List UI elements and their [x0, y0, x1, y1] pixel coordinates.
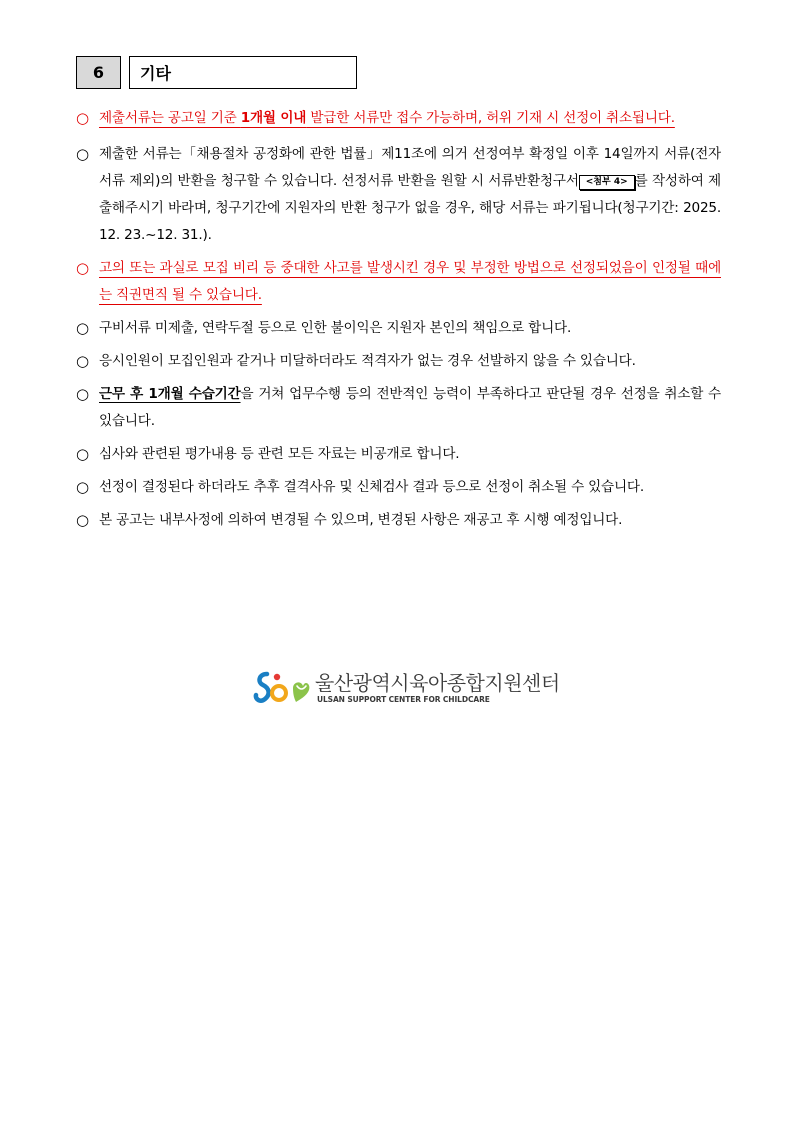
- item-text: 심사와 관련된 평가내용 등 관련 모든 자료는 비공개로 합니다.: [99, 446, 460, 462]
- item-text: 구비서류 미제출, 연락두절 등으로 인한 불이익은 지원자 본인의 책임으로 합니다.: [99, 320, 572, 336]
- circle-bullet-icon: ○: [76, 478, 89, 496]
- logo-mark-icon: [253, 668, 311, 708]
- circle-bullet-icon: ○: [76, 445, 89, 463]
- item-text: 제출서류는 공고일 기준 1개월 이내 발급한 서류만 접수 가능하며, 허위 기재 시 선정이 취소됩니다.: [99, 110, 675, 126]
- circle-bullet-icon: ○: [76, 352, 89, 370]
- item-text: 선정이 결정된다 하더라도 추후 결격사유 및 신체검사 결과 등으로 선정이 취소될 수 있습니다.: [99, 479, 644, 495]
- section-title: 기타: [129, 56, 357, 89]
- section-header: [76, 56, 357, 89]
- item-text: 제출한 서류는「채용절차 공정화에 관한 법률」제11조에 의거 선정여부 확정일 이후 14일까지 서류(전자서류 제외)의 반환을 청구할 수 있습니다. 선정서류 반환을 원할 시 서류반환청구서 <첨부 4> 를 작성하여 제출해주시기 바라며, 청구기간에 지원자의 반환 청구가 없을 경우, 해당 서류는 파기됩니다(청구기간: 2025. 12. 23.~12. 31.).: [99, 146, 721, 243]
- emphasis-text: 근무 후 1개월 수습기간: [99, 386, 241, 402]
- list-item-no-selection: [76, 348, 721, 375]
- center-logo: [253, 668, 560, 708]
- list-item-document-return: [76, 141, 721, 249]
- circle-bullet-icon: ○: [76, 511, 89, 529]
- list-item-confidential: [76, 441, 721, 468]
- logo-name-english: ULSAN SUPPORT CENTER FOR CHILDCARE: [317, 695, 490, 704]
- circle-bullet-icon: ○: [76, 319, 89, 337]
- circle-bullet-icon: ○: [76, 259, 89, 277]
- logo-text: [315, 671, 560, 705]
- circle-bullet-icon: ○: [76, 385, 89, 403]
- circle-bullet-icon: ○: [76, 145, 89, 163]
- logo-name-korean: 울산광역시육아종합지원센터: [315, 671, 560, 695]
- item-text: 본 공고는 내부사정에 의하여 변경될 수 있으며, 변경된 사항은 재공고 후 시행 예정입니다.: [99, 512, 623, 528]
- list-item-responsibility: [76, 315, 721, 342]
- list-item-probation: [76, 381, 721, 435]
- section-number: 6: [76, 56, 121, 89]
- list-item-cancellation: [76, 474, 721, 501]
- attachment-badge: <첨부 4>: [579, 175, 635, 190]
- list-item-change-notice: [76, 507, 721, 534]
- item-text: 근무 후 1개월 수습기간을 거쳐 업무수행 등의 전반적인 능력이 부족하다고 판단될 경우 선정을 취소할 수 있습니다.: [99, 386, 721, 429]
- item-text: 고의 또는 과실로 모집 비리 등 중대한 사고를 발생시킨 경우 및 부정한 방법으로 선정되었음이 인정될 때에는 직권면직 될 수 있습니다.: [99, 260, 721, 303]
- item-text: 응시인원이 모집인원과 같거나 미달하더라도 적격자가 없는 경우 선발하지 않을 수 있습니다.: [99, 353, 636, 369]
- circle-bullet-icon: ○: [76, 109, 89, 127]
- emphasis-text: 1개월 이내: [240, 110, 307, 126]
- list-item-dismissal-warning: [76, 255, 721, 309]
- list-item-document-validity: [76, 102, 721, 135]
- notice-list: [76, 102, 721, 540]
